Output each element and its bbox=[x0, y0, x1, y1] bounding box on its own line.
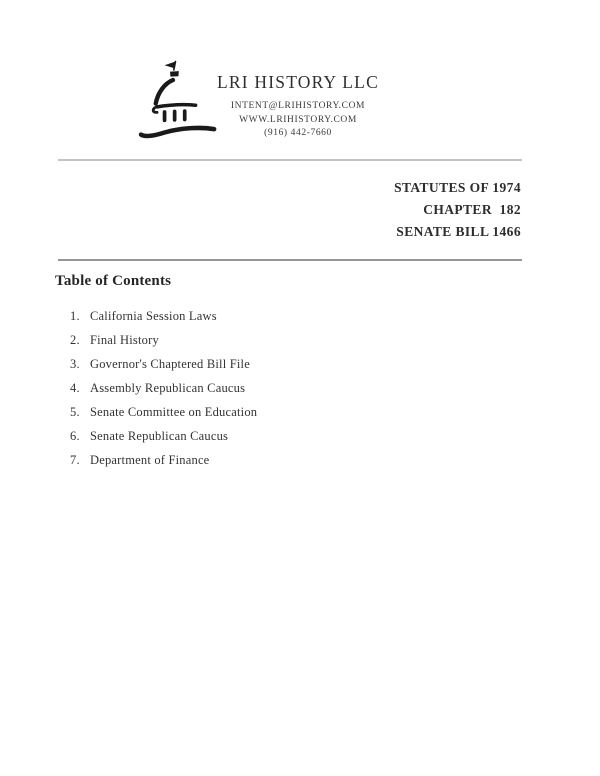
toc-item bbox=[70, 376, 470, 400]
company-name: LRI HISTORY LLC bbox=[217, 72, 379, 92]
toc-list bbox=[70, 304, 470, 472]
toc-item-label: Department of Finance bbox=[90, 452, 210, 467]
toc-item-number: 7. bbox=[70, 452, 80, 467]
toc-item-number: 2. bbox=[70, 332, 80, 347]
toc-item-number: 5. bbox=[70, 404, 80, 419]
toc-item-number: 1. bbox=[70, 308, 80, 323]
toc-item bbox=[70, 424, 470, 448]
toc-item-label: Governor's Chaptered Bill File bbox=[90, 356, 250, 371]
toc-item-label: Assembly Republican Caucus bbox=[90, 380, 246, 395]
toc-item bbox=[70, 448, 470, 472]
toc-item bbox=[70, 400, 470, 424]
divider-top bbox=[58, 159, 522, 161]
statute-reference-block bbox=[260, 177, 521, 243]
toc-item-label: Senate Republican Caucus bbox=[90, 428, 229, 443]
toc-item bbox=[70, 304, 470, 328]
toc-item-number: 4. bbox=[70, 380, 80, 395]
statutes-line: STATUTES OF 1974 bbox=[394, 180, 521, 195]
company-phone: (916) 442-7660 bbox=[264, 128, 332, 138]
chapter-line: CHAPTER 182 bbox=[423, 202, 521, 217]
toc-item bbox=[70, 328, 470, 352]
toc-item-number: 6. bbox=[70, 428, 80, 443]
company-website: WWW.LRIHISTORY.COM bbox=[239, 114, 357, 125]
toc-item-number: 3. bbox=[70, 356, 80, 371]
letterhead bbox=[203, 72, 393, 141]
toc-item-label: Final History bbox=[90, 332, 159, 347]
toc-title: Table of Contents bbox=[55, 273, 172, 289]
senate-bill-line: SENATE BILL 1466 bbox=[396, 224, 521, 239]
toc-item bbox=[70, 352, 470, 376]
toc-item-label: Senate Committee on Education bbox=[90, 404, 258, 419]
toc-item-label: California Session Laws bbox=[90, 308, 217, 323]
divider-bottom bbox=[58, 259, 522, 261]
company-email: INTENT@LRIHISTORY.COM bbox=[230, 101, 366, 111]
